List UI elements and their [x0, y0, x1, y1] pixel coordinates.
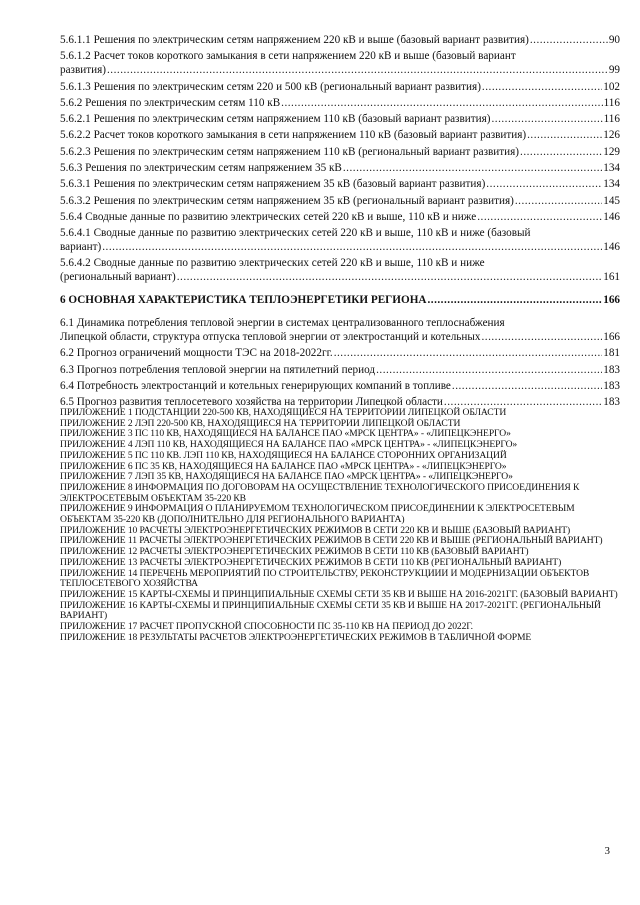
- toc-entry-text: 5.6.4 Сводные данные по развитию электрических сетей 220 кВ и выше, 110 кВ и ниже: [60, 210, 477, 223]
- toc-entry[interactable]: [60, 97, 620, 111]
- toc-leader-dots: [515, 195, 602, 209]
- toc-leader-dots: [482, 81, 602, 95]
- toc-entry[interactable]: [60, 347, 620, 361]
- page-number: 3: [604, 845, 610, 857]
- toc-leader-dots: [486, 178, 602, 192]
- appendix-item[interactable]: ПРИЛОЖЕНИЕ 4 ЛЭП 110 КВ, НАХОДЯЩИЕСЯ НА БАЛАНСЕ ПАО «МРСК ЦЕНТРА» - «ЛИПЕЦКЭНЕРГО»: [60, 439, 518, 451]
- toc-page-number: 102: [603, 80, 620, 93]
- appendix-item[interactable]: ПРИЛОЖЕНИЕ 16 КАРТЫ-СХЕМЫ И ПРИНЦИПИАЛЬНЫЕ СХЕМЫ СЕТИ 35 КВ И ВЫШЕ НА 2017-2021ГГ. (РЕГИОНАЛЬНЫЙ ВАРИАНТ): [60, 599, 601, 622]
- toc-page-number: 161: [603, 271, 620, 284]
- toc-entry-text: 5.6.1.2 Расчет токов короткого замыкания в сети напряжением 220 кВ и выше (базовый вариант: [60, 50, 516, 63]
- toc-entry-text: 5.6.1.3 Решения по электрическим сетям 220 и 500 кВ (региональный вариант развития): [60, 80, 481, 93]
- toc-leader-dots: [452, 380, 602, 394]
- appendix-item[interactable]: ПРИЛОЖЕНИЕ 10 РАСЧЕТЫ ЭЛЕКТРОЭНЕРГЕТИЧЕСКИХ РЕЖИМОВ В СЕТИ 220 КВ И ВЫШЕ (БАЗОВЫЙ ВАРИАНТ): [60, 524, 571, 536]
- toc-entry-text: (региональный вариант): [60, 271, 176, 284]
- toc-entry[interactable]: [60, 257, 620, 285]
- toc-page-number: 129: [603, 145, 620, 158]
- toc-leader-dots: [481, 331, 602, 345]
- toc-leader-dots: [334, 347, 603, 361]
- appendix-item[interactable]: ПРИЛОЖЕНИЕ 8 ИНФОРМАЦИЯ ПО ДОГОВОРАМ НА ОСУЩЕСТВЛЕНИЕ ТЕХНОЛОГИЧЕСКОГО ПРИСОЕДИНЕНИЯ К ЭЛЕКТРОСЕТЕВЫМ ОБЪЕКТАМ 35-220 КВ: [60, 481, 580, 504]
- toc-entry-text: 5.6.3.2 Решения по электрическим сетям напряжением 35 кВ (региональный вариант развития): [60, 194, 514, 207]
- toc-leader-dots: [177, 271, 602, 285]
- toc-entry-text: 5.6.3.1 Решения по электрическим сетям напряжением 35 кВ (базовый вариант развития): [60, 178, 486, 191]
- toc-leader-dots: [527, 129, 602, 143]
- toc-entry-text: Липецкой области, структура отпуска тепловой энергии от электростанций и котельных: [60, 331, 481, 343]
- toc-leader-dots: [520, 146, 602, 160]
- toc-entry-text: 5.6.4.1 Сводные данные по развитию электрических сетей 220 кВ и выше, 110 кВ и ниже (базовый: [60, 227, 531, 240]
- toc-entry[interactable]: [60, 34, 620, 48]
- toc-entry-text: 5.6.2.2 Расчет токов короткого замыкания в сети напряжением 110 кВ (базовый вариант развития): [60, 129, 527, 142]
- toc-entry-text: 6.5 Прогноз развития теплосетевого хозяйства на территории Липецкой области: [60, 396, 443, 409]
- toc-page-number: 90: [608, 34, 620, 46]
- toc-entry-text: 5.6.4.2 Сводные данные по развитию электрических сетей 220 кВ и выше, 110 кВ и ниже: [60, 257, 485, 270]
- toc-entry[interactable]: [60, 81, 620, 95]
- toc-entry-text: развития): [60, 64, 106, 77]
- appendix-item[interactable]: ПРИЛОЖЕНИЕ 3 ПС 110 КВ, НАХОДЯЩИЕСЯ НА БАЛАНСЕ ПАО «МРСК ЦЕНТРА» - «ЛИПЕЦКЭНЕРГО»: [60, 428, 511, 440]
- toc-entry[interactable]: [60, 162, 620, 176]
- toc-page-number: 183: [603, 363, 620, 376]
- toc-entry[interactable]: [60, 146, 620, 160]
- table-of-contents: [60, 34, 620, 412]
- toc-page-number: 166: [603, 294, 620, 307]
- appendix-item[interactable]: ПРИЛОЖЕНИЕ 13 РАСЧЕТЫ ЭЛЕКТРОЭНЕРГЕТИЧЕСКИХ РЕЖИМОВ В СЕТИ 110 КВ (РЕГИОНАЛЬНЫЙ ВАРИАНТ): [60, 556, 562, 568]
- toc-entry-text: 5.6.2 Решения по электрическим сетям 110 кВ: [60, 96, 281, 109]
- toc-leader-dots: [102, 241, 602, 255]
- toc-page-number: 183: [603, 379, 620, 392]
- toc-entry-text: 5.6.1.1 Решения по электрическим сетям напряжением 220 кВ и выше (базовый вариант развития): [60, 34, 529, 46]
- toc-page-number: 166: [603, 331, 620, 343]
- appendix-item[interactable]: ПРИЛОЖЕНИЕ 2 ЛЭП 220-500 КВ, НАХОДЯЩИЕСЯ НА ТЕРРИТОРИИ ЛИПЕЦКОЙ ОБЛАСТИ: [60, 417, 461, 429]
- toc-page-number: 146: [603, 241, 620, 254]
- toc-leader-dots: [107, 64, 608, 78]
- toc-leader-dots: [477, 211, 602, 225]
- toc-entry[interactable]: [60, 227, 620, 255]
- toc-entry[interactable]: [60, 294, 620, 308]
- appendix-item[interactable]: ПРИЛОЖЕНИЕ 7 ЛЭП 35 КВ, НАХОДЯЩИЕСЯ НА БАЛАНСЕ ПАО «МРСК ЦЕНТРА» - «ЛИПЕЦКЭНЕРГО»: [60, 471, 513, 483]
- appendix-item[interactable]: ПРИЛОЖЕНИЕ 11 РАСЧЕТЫ ЭЛЕКТРОЭНЕРГЕТИЧЕСКИХ РЕЖИМОВ В СЕТИ 220 КВ И ВЫШЕ (РЕГИОНАЛЬНЫЙ ВАРИАНТ): [60, 535, 603, 547]
- appendix-item[interactable]: ПРИЛОЖЕНИЕ 17 РАСЧЕТ ПРОПУСКНОЙ СПОСОБНОСТИ ПС 35-110 КВ НА ПЕРИОД ДО 2022Г.: [60, 621, 473, 633]
- toc-leader-dots: [530, 34, 608, 48]
- toc-entry-text: вариант): [60, 241, 102, 254]
- toc-entry-text: 6.2 Прогноз ограничений мощности ТЭС на 2018-2022гг.: [60, 347, 333, 360]
- toc-page-number: 126: [603, 129, 620, 142]
- appendix-item[interactable]: ПРИЛОЖЕНИЕ 1 ПОДСТАНЦИИ 220-500 КВ, НАХОДЯЩИЕСЯ НА ТЕРРИТОРИИ ЛИПЕЦКОЙ ОБЛАСТИ: [60, 407, 507, 418]
- toc-entry[interactable]: [60, 178, 620, 192]
- appendix-item[interactable]: ПРИЛОЖЕНИЕ 9 ИНФОРМАЦИЯ О ПЛАНИРУЕМОМ ТЕХНОЛОГИЧЕСКОМ ПРИСОЕДИНЕНИИ К ЭЛЕКТРОСЕТЕВЫМ ОБЪЕКТАМ 35-220 КВ (ДОПОЛНИТЕЛЬНО ДЛЯ РЕГИОНАЛЬНОГО ВАРИАНТА): [60, 503, 575, 526]
- toc-entry-text: 6.4 Потребность электростанций и котельных генерирующих компаний в топливе: [60, 379, 451, 392]
- toc-leader-dots: [281, 97, 602, 111]
- toc-entry[interactable]: [60, 211, 620, 225]
- appendix-item[interactable]: ПРИЛОЖЕНИЕ 15 КАРТЫ-СХЕМЫ И ПРИНЦИПИАЛЬНЫЕ СХЕМЫ СЕТИ 35 КВ И ВЫШЕ НА 2016-2021ГГ. (БАЗОВЫЙ ВАРИАНТ): [60, 588, 618, 600]
- toc-entry[interactable]: [60, 129, 620, 143]
- toc-entry[interactable]: [60, 195, 620, 209]
- toc-leader-dots: [427, 294, 602, 308]
- appendix-item[interactable]: ПРИЛОЖЕНИЕ 18 РЕЗУЛЬТАТЫ РАСЧЕТОВ ЭЛЕКТРОЭНЕРГЕТИЧЕСКИХ РЕЖИМОВ В ТАБЛИЧНОЙ ФОРМЕ: [60, 631, 532, 643]
- toc-entry[interactable]: [60, 113, 620, 127]
- toc-entry-text: 6.3 Прогноз потребления тепловой энергии на пятилетний период: [60, 363, 376, 376]
- toc-page-number: 181: [603, 347, 620, 360]
- toc-entry[interactable]: [60, 364, 620, 378]
- toc-entry-text: 6 ОСНОВНАЯ ХАРАКТЕРИСТИКА ТЕПЛОЭНЕРГЕТИКИ РЕГИОНА: [60, 294, 427, 307]
- toc-entry-text: 5.6.2.1 Решения по электрическим сетям напряжением 110 кВ (базовый вариант развития): [60, 113, 491, 126]
- toc-page-number: 183: [603, 396, 620, 409]
- toc-page-number: 99: [608, 64, 620, 77]
- appendix-item[interactable]: ПРИЛОЖЕНИЕ 6 ПС 35 КВ, НАХОДЯЩИЕСЯ НА БАЛАНСЕ ПАО «МРСК ЦЕНТРА» - «ЛИПЕЦКЭНЕРГО»: [60, 460, 507, 472]
- toc-page-number: 116: [603, 96, 620, 109]
- toc-page-number: 134: [603, 178, 620, 191]
- toc-entry[interactable]: [60, 50, 620, 78]
- toc-entry-text: 5.6.2.3 Решения по электрическим сетям напряжением 110 кВ (региональный вариант развития): [60, 145, 520, 158]
- toc-entry-text: 5.6.3 Решения по электрическим сетям напряжением 35 кВ: [60, 161, 342, 174]
- toc-entry[interactable]: [60, 380, 620, 394]
- toc-page-number: 134: [603, 161, 620, 174]
- toc-leader-dots: [376, 364, 602, 378]
- toc-entry[interactable]: [60, 317, 620, 345]
- appendix-item[interactable]: ПРИЛОЖЕНИЕ 14 ПЕРЕЧЕНЬ МЕРОПРИЯТИЙ ПО СТРОИТЕЛЬСТВУ, РЕКОНСТРУКЦИИИ И МОДЕРНИЗАЦИИ ОБЪЕКТОВ ТЕПЛОСЕТЕВОГО ХОЗЯЙСТВА: [60, 567, 590, 590]
- appendix-list: [60, 408, 620, 643]
- toc-leader-dots: [491, 113, 602, 127]
- toc-leader-dots: [343, 162, 602, 176]
- appendix-item[interactable]: ПРИЛОЖЕНИЕ 12 РАСЧЕТЫ ЭЛЕКТРОЭНЕРГЕТИЧЕСКИХ РЕЖИМОВ В СЕТИ 110 КВ (БАЗОВЫЙ ВАРИАНТ): [60, 546, 529, 558]
- toc-entry-text: 6.1 Динамика потребления тепловой энергии в системах централизованного теплоснабжения: [60, 317, 505, 330]
- toc-page-number: 146: [603, 210, 620, 223]
- toc-page-number: 145: [603, 194, 620, 207]
- appendix-item[interactable]: ПРИЛОЖЕНИЕ 5 ПС 110 КВ. ЛЭП 110 КВ, НАХОДЯЩИЕСЯ НА БАЛАНСЕ СТОРОННИХ ОРГАНИЗАЦИЙ: [60, 449, 507, 461]
- toc-page-number: 116: [603, 113, 620, 126]
